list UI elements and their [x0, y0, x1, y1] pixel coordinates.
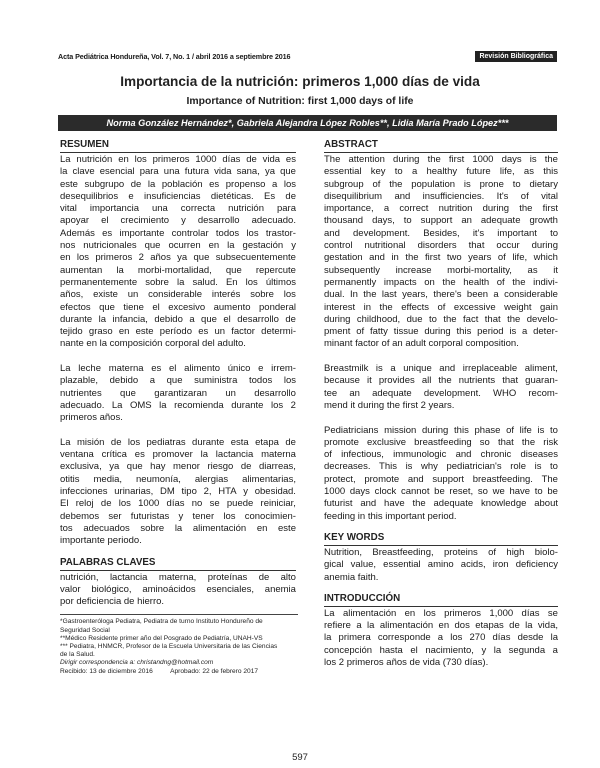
paragraph: [324, 154, 558, 351]
footnote-line: Seguridad Social: [60, 626, 110, 634]
running-header: [58, 51, 557, 64]
paragraph: [324, 425, 558, 523]
abstract-heading: ABSTRACT: [324, 139, 378, 150]
correspondence: Dirigir correspondencia a: christandng@hotmail.com: [60, 659, 214, 667]
text-line: tejido graso en este período es un factor determi-: [60, 326, 296, 338]
text-line: because it provides all the nutrients that guaran-: [324, 375, 558, 387]
article-title: Importancia de la nutrición: primeros 1,000 días de vida: [120, 74, 480, 89]
text-line: protect, promote and support breastfeeding. The: [324, 473, 558, 485]
text-line: dual. In the last years, there's been a considerable: [324, 289, 558, 301]
text-line: The attention during the first 1000 days is the: [324, 154, 558, 165]
text-line: infecciones urinarias, DM tipo 2, HTA y obesidad.: [60, 486, 296, 498]
resumen-body: [60, 154, 296, 548]
paragraph: [324, 363, 558, 412]
left-column: [60, 138, 296, 676]
text-line: decreases. This is why pediatrician's role is to: [324, 461, 558, 473]
text-line: tee an adequate development. WHO recom-: [324, 387, 558, 399]
text-line: Pediatricians mission during this phase of life is to: [324, 424, 558, 436]
text-line: nutrientes que garantizaran un desarrollo: [60, 387, 296, 399]
text-line: este subgrupo de la población es propenso a los: [60, 178, 296, 190]
resumen-heading: RESUMEN: [60, 139, 109, 150]
text-line: apoyar el crecimiento y desarrollo adecuado.: [60, 215, 296, 227]
text-line: mend it during the first 2 years.: [324, 399, 455, 411]
text-line: los 2 primeros años de vida (730 días).: [324, 656, 489, 668]
text-line: valor biológico, aminoácidos esenciales, anemia: [60, 583, 296, 595]
text-line: la clave esencial para una futura vida sana, ya que: [60, 166, 296, 178]
introduccion-heading: INTRODUCCIÓN: [324, 592, 401, 604]
text-line: feeding in this important period.: [324, 510, 457, 522]
keywords-body: [324, 547, 558, 584]
text-line: ventana crítica es promover la lactancia materna: [60, 449, 296, 461]
dates-line: [60, 668, 296, 676]
text-line: minant factor of an adult corporal composition.: [324, 338, 519, 350]
page-number: 597: [292, 752, 308, 763]
text-line: El reloj de los 1000 días no se puede reiniciar,: [60, 498, 296, 510]
text-line: en los primeros 2 años ya que subsecuentemente: [60, 252, 296, 264]
footnote-line: **Médico Residente primer año del Posgrado de Pediatría, UNAH-VS: [60, 634, 263, 642]
paragraph: [60, 437, 296, 548]
text-line: disequilibrium and insufficiencies. It's of vital: [324, 190, 558, 202]
text-line: during childhood, due to the fact that the develo-: [324, 313, 558, 325]
text-line: años, existe un considerable interés sobre los: [60, 289, 296, 301]
text-line: nos nutricionales que ocurren en la gestación y: [60, 240, 296, 252]
text-line: efectos que tiene el excesivo aumento ponderal: [60, 301, 296, 313]
approved-date: Aprobado: 22 de febrero 2017: [170, 667, 259, 675]
introduccion-body: [324, 608, 558, 669]
text-line: Además es importante controlar todos los trastor-: [60, 227, 296, 239]
footnote-rule: [60, 614, 298, 615]
abstract-body: [324, 154, 558, 523]
text-line: refiere a la alimentación en dos etapas de la vida,: [324, 620, 558, 632]
text-line: concepción hasta el nacimiento, y la segunda a: [324, 644, 558, 656]
text-line: promote exclusive breastfeeding so that the risk: [324, 436, 558, 448]
palabras-heading: PALABRAS CLAVES: [60, 556, 156, 568]
section-rule: [324, 545, 558, 546]
text-line: por deficiencia de hierro.: [60, 596, 165, 608]
footnote-line: de la Salud.: [60, 651, 95, 659]
text-line: subgroup of the population is prone to dietary: [324, 178, 558, 190]
text-line: vital importancia una correcta nutrición para: [60, 203, 296, 215]
text-line: 1000 days clock cannot be reset, so we have to be: [324, 486, 558, 498]
footnote-line: *Gastroenteróloga Pediatra, Pediatra de turno Instituto Hondureño de: [60, 618, 263, 626]
text-line: La alimentación en los primeros 1,000 días se: [324, 607, 558, 619]
section-rule: [324, 152, 558, 153]
text-line: essential key to a healthy future life, as this: [324, 166, 558, 178]
section-badge: Revisión Bibliográfica: [475, 51, 557, 62]
text-line: tos adecuados sobre la alimentación en este: [60, 522, 296, 534]
text-line: pment of fatty tissue during this period is a deter-: [324, 326, 558, 338]
section-rule: [324, 606, 558, 607]
paragraph: [60, 363, 296, 424]
text-line: plazable, debido a que suministra todos los: [60, 375, 296, 387]
text-line: nante en la composición corporal del adulto.: [60, 338, 246, 350]
text-line: otitis media, neumonía, alergias alimentarias,: [60, 473, 296, 485]
journal-citation: Acta Pediátrica Hondureña, Vol. 7, No. 1 / abril 2016 a septiembre 2016: [58, 52, 291, 61]
author-bar: Norma González Hernández*, Gabriela Alejandra López Robles**, Lidia María Prado López***: [58, 115, 557, 131]
text-line: durante la infancia, debido a que el desarrollo de: [60, 313, 296, 325]
received-date: Recibido: 13 de diciembre 2016: [60, 667, 153, 675]
text-line: of infectious, immunologic and chronic diseases: [324, 449, 558, 461]
text-line: La misión de los pediatras durante esta etapa de: [60, 436, 296, 448]
text-line: anemia faith.: [324, 571, 379, 583]
text-line: permanently impacts on the health of the indivi-: [324, 276, 558, 288]
text-line: aumentan la morbi-mortalidad, que repercute: [60, 264, 296, 276]
palabras-body: [60, 572, 296, 609]
text-line: gical value, essential amino acids, iron deficiency: [324, 559, 558, 571]
text-line: thousand days, to support an adequate growth: [324, 215, 558, 227]
article-subtitle: Importance of Nutrition: first 1,000 days of life: [186, 96, 414, 107]
text-line: and development. Besides, it's important to: [324, 227, 558, 239]
text-line: Nutrition, Breastfeeding, proteins of high biolo-: [324, 546, 558, 558]
keywords-heading: KEY WORDS: [324, 531, 385, 543]
text-line: exclusiva, ya que hay menor riesgo de diarreas,: [60, 461, 296, 473]
text-line: nutrición, lactancia materna, proteínas de alto: [60, 571, 296, 583]
section-rule: [60, 570, 296, 571]
footnote-line: *** Pediatra, HNMCR, Profesor de la Escuela Universitaria de las Ciencias: [60, 643, 278, 650]
text-line: gestation and in the first two years of life, which: [324, 252, 558, 264]
text-line: futurist and have the adequate knowledge about: [324, 498, 558, 510]
text-line: la primera corresponde a los 270 días desde la: [324, 632, 558, 644]
footnotes: [60, 618, 296, 659]
text-line: Breastmilk is a unique and irreplaceable aliment,: [324, 363, 558, 375]
paragraph: [60, 154, 296, 351]
text-line: La nutrición en los primeros 1000 días de vida es: [60, 154, 296, 165]
section-rule: [60, 152, 296, 153]
text-line: desequilibrios e insuficiencias dietéticas. Es de: [60, 190, 296, 202]
text-line: importance, a correct nutrition during the first: [324, 203, 558, 215]
text-line: control nutritional disorders that occur during: [324, 240, 558, 252]
text-line: permanentemente sobre la salud. En los últimos: [60, 276, 296, 288]
text-line: subsequently increase morbi-mortality, as it: [324, 264, 558, 276]
text-line: adecuado. La OMS la recomienda durante los 2: [60, 399, 296, 411]
text-line: La leche materna es el alimento único e irrem-: [60, 363, 296, 375]
text-line: primeros años.: [60, 412, 123, 424]
right-column: [324, 138, 558, 669]
text-line: debemos ser futuristas y tener los conocimien-: [60, 510, 296, 522]
text-line: interest in the effects of excessive weight gain: [324, 301, 558, 313]
text-line: importante periodo.: [60, 535, 142, 547]
